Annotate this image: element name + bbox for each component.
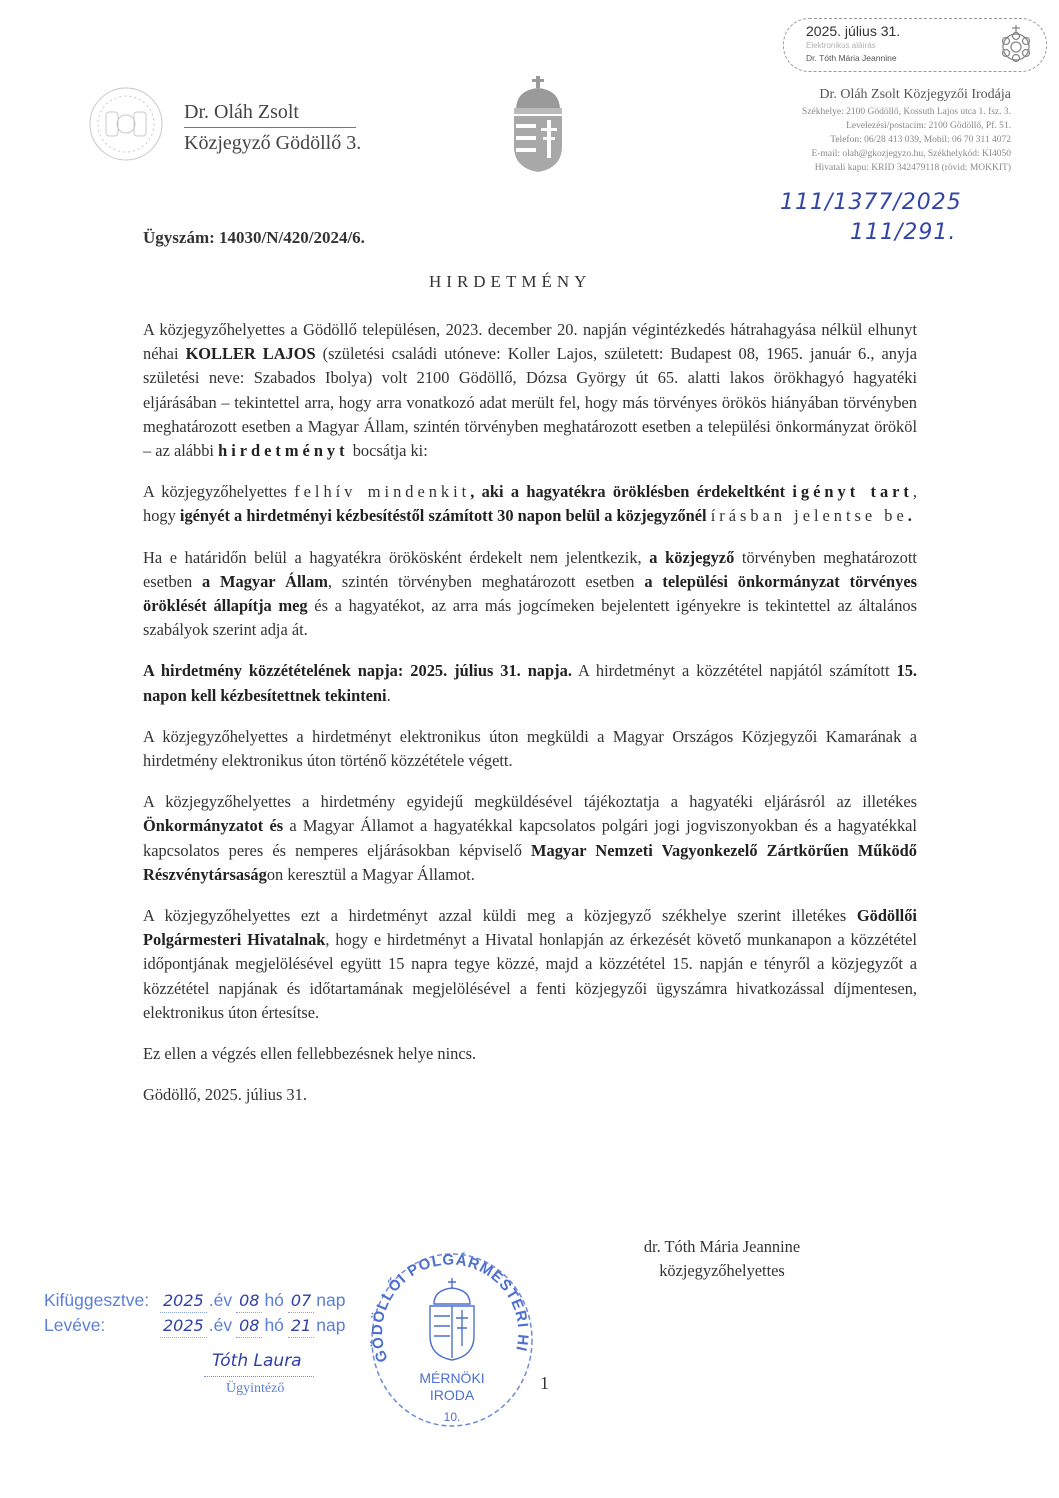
- office-gateway: Hivatali kapu: KRID 342479118 (rövid: MOKKIT): [814, 163, 1011, 173]
- clerk-signature-line: [204, 1376, 314, 1377]
- notary-office: Közjegyző Gödöllő 3.: [184, 132, 362, 154]
- round-stamp-line1: MÉRNÖKI: [419, 1370, 485, 1386]
- removed-year-suffix: .év: [208, 1315, 233, 1335]
- document-title: HIRDETMÉNY: [429, 272, 592, 291]
- office-header: [802, 86, 1011, 175]
- office-phone: Telefon: 06/28 413 039, Mobil: 06 70 311 4072: [830, 135, 1011, 145]
- paragraph-announcement: A közjegyzőhelyettes a Gödöllő településen, 2023. december 20. napján végintézkedés hátrahagyása nélkül elhunyt néhai KOLLER LAJOS (születési családi utóneve: Koller Lajos, született: Budapest 08, 1965. január 6., anyja születési neve: Szabados Ibolya) volt 2100 Gödöllő, Dózsa György út 65. alatti lakos örökhagyó hagyatéki eljárásában – tekintettel arra, hogy arra vonatkozó adat merült fel, hogy más törvényes örökös hiányában törvényben meghatározott esetben a Magyar Állam, szintén törvényben meghatározott esetben a települési önkormányzat örököl – az alábbi hirdetményt bocsátja ki:: [143, 320, 917, 461]
- round-stamp-graphic: [366, 1240, 542, 1430]
- notary-name: Dr. Oláh Zsolt: [184, 101, 299, 123]
- stamp-coat-of-arms-icon: [430, 1278, 474, 1360]
- posted-year-suffix: .év: [208, 1290, 233, 1310]
- electronic-signature-box: [783, 18, 1047, 72]
- header-divider: [184, 127, 356, 128]
- case-number: Ügyszám: 14030/N/420/2024/6.: [143, 228, 365, 247]
- office-postal-address: Levelezési/postacím: 2100 Gödöllő, Pf. 51.: [846, 121, 1011, 131]
- office-title: Dr. Oláh Zsolt Közjegyzői Irodája: [819, 87, 1011, 102]
- office-round-stamp: [366, 1240, 542, 1430]
- esign-signer: Dr. Tóth Mária Jeannine: [806, 53, 897, 63]
- paragraph-deadline: Ha e határidőn belül a hagyatékra örökösként érdekelt nem jelentkezik, a közjegyző törvényben meghatározott esetben a Magyar Állam, szintén törvényben meghatározott esetben a települési önkormányzat törvényes öröklését állapítja meg és a hagyatékot, az arra más jogcímeken bejelentett igényekre is tekintettel az általános szabályok szerint adja át.: [143, 547, 917, 640]
- place-date: Gödöllő, 2025. július 31.: [143, 1085, 307, 1105]
- posted-day-suffix: nap: [316, 1290, 346, 1310]
- office-email: E-mail: olah@gkozjegyzo.hu, Székhelykód: KI4050: [811, 149, 1011, 159]
- posted-month: 08: [236, 1290, 262, 1313]
- round-stamp-ring-text: GÖDÖLLŐI POLGÁRMESTERI HI: [369, 1251, 532, 1365]
- round-stamp-line2: IRODA: [429, 1387, 475, 1403]
- esign-label: Elektronikus aláírás: [806, 41, 876, 50]
- paragraph-chamber: A közjegyzőhelyettes a hirdetményt elektronikus úton megküldi a Magyar Országos Közjegyzői Kamarának a hirdetmény elektronikus úton történő közzététele végett.: [143, 726, 917, 771]
- page-number: 1: [540, 1373, 549, 1393]
- handwritten-reference-2: 111/291.: [850, 220, 957, 245]
- handwritten-reference-1: 111/1377/2025: [780, 190, 962, 215]
- removed-day-suffix: nap: [316, 1315, 346, 1335]
- coat-of-arms-icon: [502, 74, 574, 174]
- svg-text:GÖDÖLLŐI POLGÁRMESTERI HIVATAL: [366, 1240, 531, 1364]
- signatory-role: közjegyzőhelyettes: [659, 1261, 785, 1280]
- removed-label: Levéve:: [44, 1315, 106, 1335]
- removed-year: 2025: [160, 1315, 207, 1338]
- posted-label: Kifüggesztve:: [44, 1290, 150, 1310]
- removed-month: 08: [236, 1315, 262, 1338]
- signatory-name: dr. Tóth Mária Jeannine: [643, 1237, 801, 1256]
- removed-stamp-line: [44, 1314, 349, 1338]
- paragraph-call: A közjegyzőhelyettes felhív mindenkit, aki a hagyatékra öröklésben érdekeltként igényt tart, hogy igényét a hirdetményi kézbesítéstől számított 30 napon belül a közjegyzőnél írásban jelentse be.: [143, 482, 917, 526]
- notary-seal-icon: [88, 86, 164, 162]
- clerk-signature: Tóth Laura: [212, 1351, 302, 1371]
- removed-day: 21: [288, 1315, 314, 1338]
- clerk-label: Ügyintéző: [226, 1381, 285, 1396]
- posted-stamp-line: [44, 1289, 349, 1313]
- posted-day: 07: [288, 1290, 314, 1313]
- paragraph-municipality: A közjegyzőhelyettes ezt a hirdetményt azzal küldi meg a közjegyző székhelye szerint illetékes Gödöllői Polgármesteri Hivatalnak, hogy e hirdetményt a Hivatal honlapján az érkezését követő munkanapon a közzététel időpontjának megjelölésével együtt 15 napra tegye közzé, majd a közzététel 15. napján e tényről a közjegyzőt a közzététel napjának és időtartamának megjelölésével a fenti közjegyzői ügyszámra hivatkozással díjmentesen, elektronikus úton értesítse.: [143, 906, 917, 1022]
- esign-date: 2025. július 31.: [806, 23, 901, 39]
- paragraph-publication-date: A hirdetmény közzétételének napja: 2025. július 31. napja. A hirdetményt a közzététel napjától számított 15. napon kell kézbesítettnek tekinteni.: [143, 661, 917, 705]
- paragraph-notification: A közjegyzőhelyettes a hirdetmény egyidejű megküldésével tájékoztatja a hagyatéki eljárásról az illetékes Önkormányzatot és a Magyar Államot a hagyatékkal kapcsolatos polgári jogi jogviszonyokban és a hagyatékkal kapcsolatos peres és nemperes eljárásokban képviselő Magyar Nemzeti Vagyonkezelő Zártkörűen Működő Részvénytársaságon keresztül a Magyar Államot.: [143, 792, 917, 884]
- document-body: [143, 318, 917, 1124]
- removed-month-suffix: hó: [264, 1315, 284, 1335]
- office-address: Székhelye: 2100 Gödöllő, Kossuth Lajos utca 1. fsz. 3.: [802, 107, 1011, 117]
- deceased-name: KOLLER LAJOS: [185, 344, 316, 364]
- notary-emblem-icon: [996, 23, 1036, 67]
- paragraph-no-appeal: Ez ellen a végzés ellen fellebbezésnek helye nincs.: [143, 1044, 477, 1064]
- posted-month-suffix: hó: [264, 1290, 284, 1310]
- round-stamp-number: 10.: [443, 1410, 461, 1424]
- posted-year: 2025: [160, 1290, 207, 1313]
